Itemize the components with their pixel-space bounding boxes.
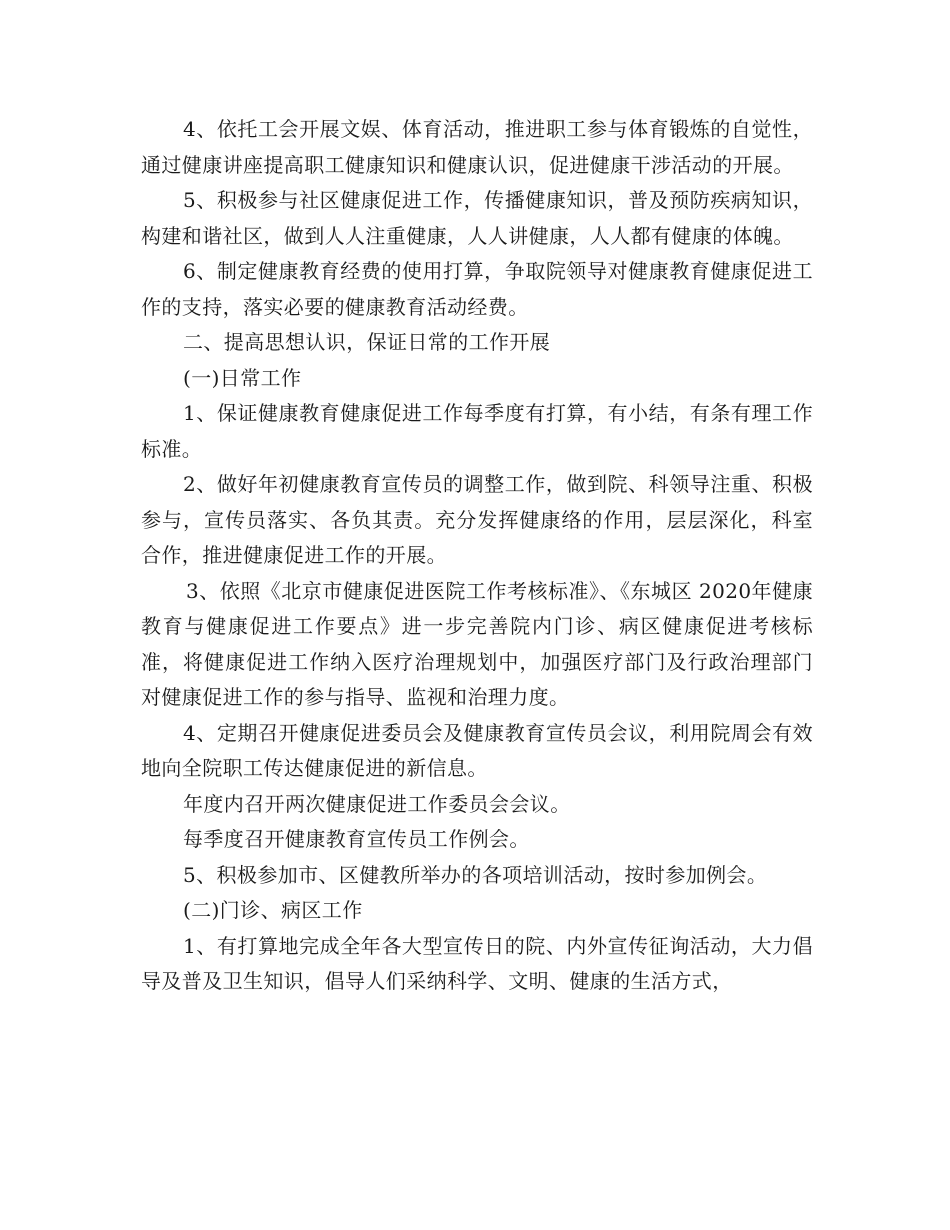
paragraph-item-5-community-promotion: 5、积极参与社区健康促进工作，传播健康知识，普及预防疾病知识，构建和谐社区，做到人人注重健康，人人讲健康，人人都有健康的体魄。 <box>141 188 813 248</box>
paragraph-item-2-staff-adjustment: 2、做好年初健康教育宣传员的调整工作，做到院、科领导注重、积极参与，宣传员落实、各负其责。充分发挥健康络的作用，层层深化，科室合作，推进健康促进工作的开展。 <box>141 472 813 567</box>
paragraph-annual-committee: 年度内召开两次健康促进工作委员会会议。 <box>183 791 571 816</box>
section-heading-2: 二、提高思想认识，保证日常的工作开展 <box>183 330 551 354</box>
paragraph-item-3-standards: 3、依照《北京市健康促进医院工作考核标准》、《东城区 2020年健康教育与健康促进工作要点》进一步完善院内门诊、病区健康促进考核标准，将健康促进工作纳入医疗治理规划中，加强医疗部门及行政治理部门对健康促进工作的参与指导、监视和治理力度。 <box>141 578 813 709</box>
paragraph-item-1-quarterly-plan: 1、保证健康教育健康促进工作每季度有打算，有小结，有条有理工作标准。 <box>141 401 813 461</box>
paragraph-quarterly-meeting: 每季度召开健康教育宣传员工作例会。 <box>183 827 530 851</box>
paragraph-item-4-union-activities: 4、依托工会开展文娱、体育活动，推进职工参与体育锻炼的自觉性，通过健康讲座提高职工健康知识和健康认识，促进健康干涉活动的开展。 <box>141 117 813 177</box>
paragraph-item-6-budget: 6、制定健康教育经费的使用打算，争取院领导对健康教育健康促进工作的支持，落实必要的健康教育活动经费。 <box>141 259 813 319</box>
paragraph-item-1-publicity: 1、有打算地完成全年各大型宣传日的院、内外宣传征询活动，大力倡导及普及卫生知识，倡导人们采纳科学、文明、健康的生活方式， <box>141 933 813 993</box>
subsection-heading-daily-work: (一)日常工作 <box>183 365 302 390</box>
paragraph-item-5-training: 5、积极参加市、区健教所举办的各项培训活动，按时参加例会。 <box>183 862 768 887</box>
document-page <box>141 112 813 1000</box>
subsection-heading-outpatient-ward: (二)门诊、病区工作 <box>183 898 363 922</box>
paragraph-item-4-meetings: 4、定期召开健康促进委员会及健康教育宣传员会议，利用院周会有效地向全院职工传达健康促进的新信息。 <box>141 720 813 780</box>
